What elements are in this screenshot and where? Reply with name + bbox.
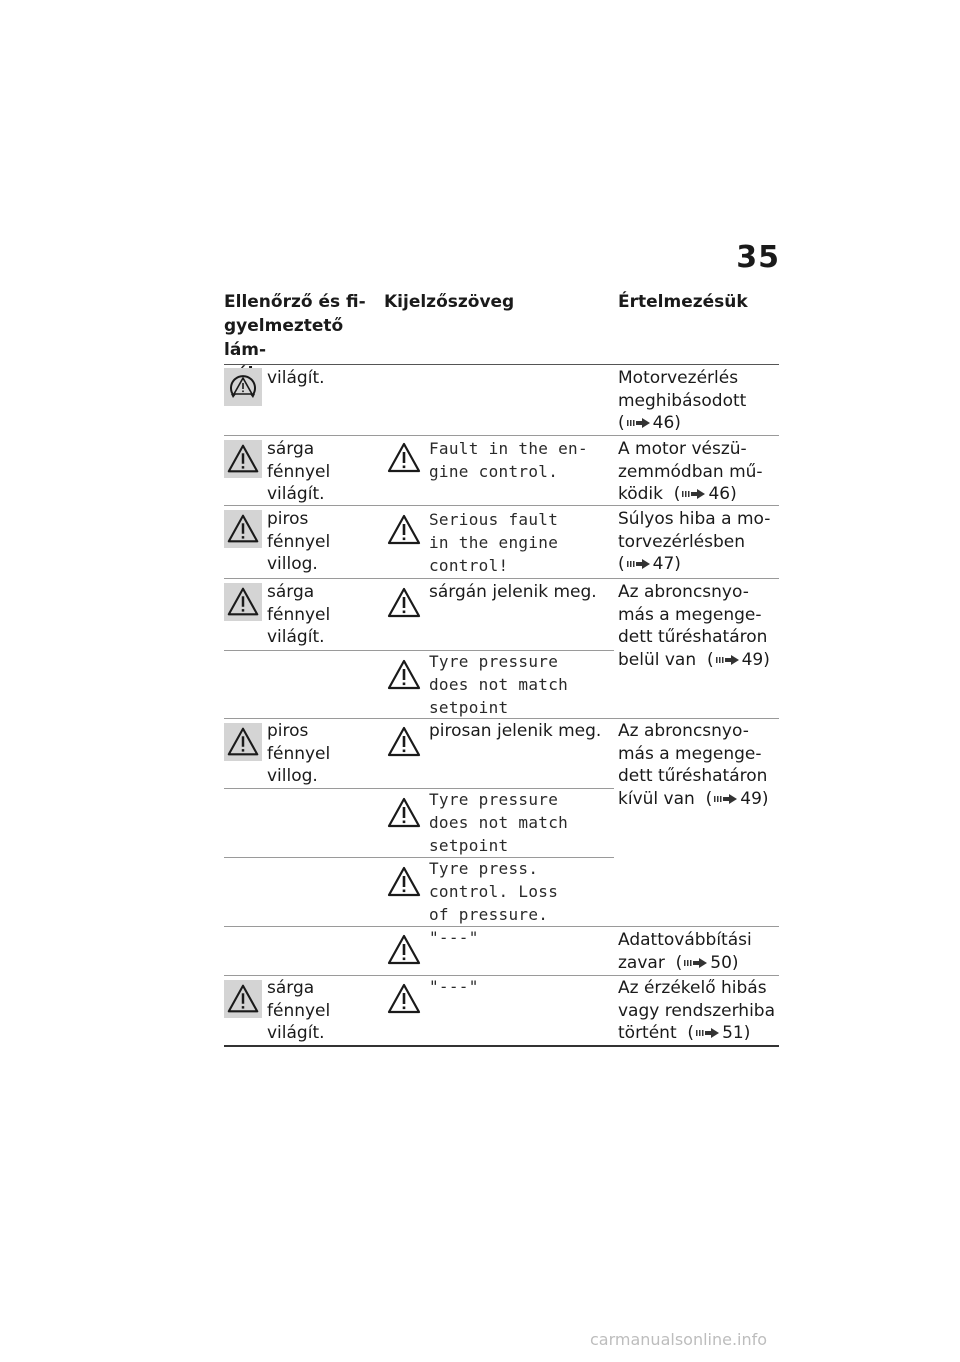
page-reference-arrow-icon — [716, 655, 740, 665]
display-text: "---" — [429, 928, 479, 947]
meaning-text — [618, 929, 752, 974]
display-line: of pressure. — [429, 905, 549, 924]
lamp-state — [267, 977, 330, 1045]
lamp-state-line: világít. — [267, 1023, 325, 1043]
meaning-ref: történt ( 51) — [618, 1023, 751, 1043]
warning-triangle-icon — [384, 438, 424, 478]
row-divider — [224, 926, 779, 927]
meaning-ref: ( 47) — [618, 554, 681, 574]
display-line: Tyre pressure — [429, 652, 559, 671]
display-line: setpoint — [429, 836, 509, 855]
meaning-line: történt — [618, 1023, 677, 1043]
page-reference: 47) — [652, 554, 681, 574]
lamp-state-line: világít. — [267, 484, 325, 504]
warning-triangle-icon — [384, 979, 424, 1019]
meaning-line: dett tűréshatáron — [618, 766, 768, 786]
meaning-line: belül van — [618, 649, 697, 670]
display-line: control. Loss — [429, 882, 559, 901]
lamp-state-line: fénnyel — [267, 531, 331, 552]
display-text — [429, 857, 558, 926]
watermark-link[interactable]: carmanualsonline.info — [590, 1330, 768, 1349]
lamp-state-line: villog. — [267, 554, 318, 574]
page-reference-arrow-icon — [714, 794, 738, 804]
page-reference: 50) — [710, 952, 739, 973]
meaning-text — [618, 720, 769, 810]
lamp-state-line: világít. — [267, 627, 325, 647]
warning-triangle-icon — [384, 930, 424, 970]
meaning-line: Az érzékelő hibás — [618, 978, 767, 998]
warning-triangle-icon — [384, 793, 424, 833]
display-line: Tyre pressure — [429, 790, 559, 809]
page-reference: 49) — [741, 649, 770, 670]
meaning-line: torvezérlésben — [618, 531, 746, 552]
lamp-state-line: villog. — [267, 766, 318, 786]
warning-triangle-icon — [224, 980, 262, 1018]
page-reference: 51) — [722, 1023, 751, 1043]
row-divider — [224, 975, 779, 976]
display-line: does not match — [429, 813, 569, 832]
meaning-ref: kívül van ( 49) — [618, 788, 769, 809]
display-line: in the engine — [429, 533, 559, 552]
display-text — [429, 437, 588, 483]
warning-triangle-icon — [224, 440, 262, 478]
display-text: "---" — [429, 977, 479, 996]
display-line: does not match — [429, 675, 569, 694]
meaning-line: más a megenge- — [618, 604, 762, 625]
header-line: Ellenőrző és fi- — [224, 292, 366, 312]
page-reference: 49) — [740, 788, 769, 809]
lamp-state-line: piros — [267, 721, 309, 741]
page-reference-arrow-icon — [627, 559, 651, 569]
display-line: Serious fault — [429, 510, 559, 529]
page-reference: 46) — [708, 484, 737, 504]
meaning-line: zavar — [618, 952, 665, 973]
lamp-state-line: piros — [267, 509, 309, 529]
header-divider — [224, 364, 779, 365]
header-line: gyelmeztető lám- — [224, 316, 344, 360]
lamp-state — [267, 720, 330, 788]
lamp-state — [267, 438, 330, 506]
display-text — [429, 650, 568, 719]
warning-triangle-icon — [384, 722, 424, 762]
lamp-state — [267, 508, 330, 576]
lamp-state-line: fénnyel — [267, 461, 331, 482]
display-line: Tyre press. — [429, 859, 539, 878]
meaning-line: Adattovábbítási — [618, 930, 752, 950]
meaning-line: dett tűréshatáron — [618, 627, 768, 647]
lamp-state-line: sárga — [267, 582, 315, 602]
warning-triangle-icon — [224, 583, 262, 621]
page-reference: 46) — [652, 413, 681, 433]
display-text — [429, 788, 568, 857]
meaning-ref: ködik ( 46) — [618, 484, 737, 504]
meaning-text — [618, 977, 775, 1045]
warning-triangle-icon — [224, 510, 262, 548]
meaning-ref: ( 46) — [618, 413, 681, 433]
lamp-state-line: sárga — [267, 439, 315, 459]
row-divider — [224, 578, 779, 579]
warning-triangle-icon — [384, 510, 424, 550]
meaning-line: Motorvezérlés — [618, 368, 739, 388]
meaning-text — [618, 438, 763, 506]
warning-triangle-icon — [384, 655, 424, 695]
page-reference-arrow-icon — [682, 489, 706, 499]
display-text — [429, 508, 558, 577]
meaning-line: Az abroncsnyo- — [618, 721, 749, 741]
meaning-line: vagy rendszerhiba — [618, 1000, 776, 1021]
meaning-line: ködik — [618, 484, 663, 504]
meaning-line: A motor vészü- — [618, 439, 747, 459]
engine-warning-icon — [224, 368, 262, 406]
display-line: setpoint — [429, 698, 509, 717]
display-line: Fault in the en- — [429, 439, 588, 458]
meaning-line: Súlyos hiba a mo- — [618, 509, 771, 529]
meaning-line: Az abroncsnyo- — [618, 582, 749, 602]
lamp-state-line: fénnyel — [267, 743, 331, 764]
page-number: 35 — [736, 240, 780, 275]
warning-triangle-icon — [224, 723, 262, 761]
display-line: gine control. — [429, 462, 559, 481]
meaning-ref: zavar ( 50) — [618, 952, 739, 973]
lamp-state-line: fénnyel — [267, 604, 331, 625]
meaning-line: zemmódban mű- — [618, 461, 763, 482]
column-header-display-text: Kijelzőszöveg — [384, 292, 515, 312]
page-reference-arrow-icon — [684, 958, 708, 968]
page-reference-arrow-icon — [696, 1028, 720, 1038]
table-bottom-rule — [224, 1045, 779, 1047]
display-text: sárgán jelenik meg. — [429, 582, 597, 602]
display-text: pirosan jelenik meg. — [429, 721, 602, 741]
display-line: control! — [429, 556, 509, 575]
column-header-meaning: Értelmezésük — [618, 292, 748, 312]
meaning-text — [618, 508, 770, 576]
warning-triangle-icon — [384, 862, 424, 902]
lamp-state-line: sárga — [267, 978, 315, 998]
meaning-line: meghibásodott — [618, 390, 747, 411]
meaning-text — [618, 367, 746, 435]
lamp-state-line: fénnyel — [267, 1000, 331, 1021]
meaning-text — [618, 581, 770, 671]
meaning-line: kívül van — [618, 788, 695, 809]
warning-triangle-icon — [384, 583, 424, 623]
lamp-state: világít. — [267, 368, 325, 388]
page-reference-arrow-icon — [627, 418, 651, 428]
lamp-state — [267, 581, 330, 649]
meaning-ref: belül van ( 49) — [618, 649, 770, 670]
meaning-line: más a megenge- — [618, 743, 762, 764]
row-divider — [224, 435, 779, 436]
